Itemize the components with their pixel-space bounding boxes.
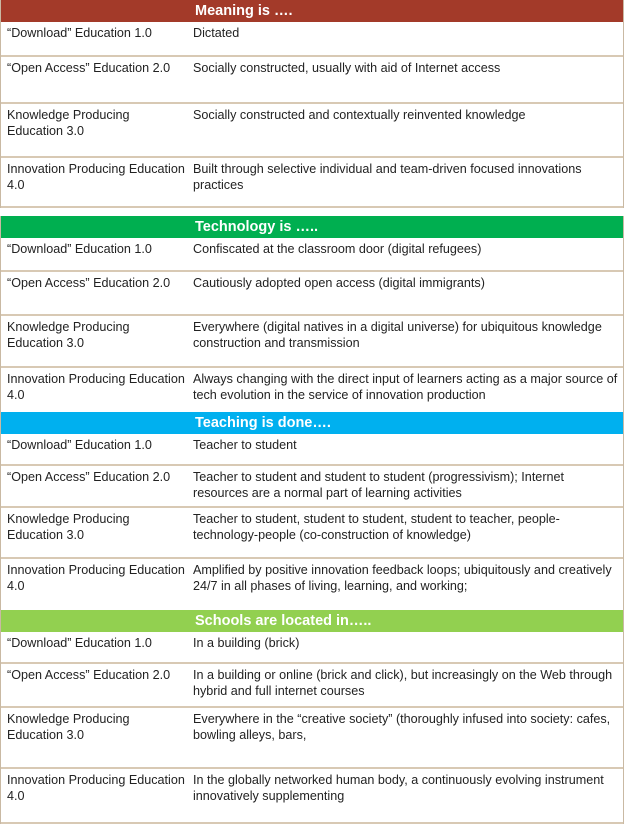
table-row [1, 102, 623, 156]
row-description: Teacher to student and student to student (progressivism); Internet resources are a normal part of learning activities [193, 470, 565, 500]
table-row [1, 22, 623, 55]
row-label: “Open Access” Education 2.0 [7, 61, 171, 75]
section-header: Teaching is done…. [1, 412, 623, 434]
table-row [1, 55, 623, 102]
row-label: Innovation Producing Education 4.0 [7, 162, 185, 192]
row-description: Dictated [193, 26, 240, 40]
row-description: Everywhere in the “creative society” (thoroughly infused into society: cafes, bowling alleys, bars, [193, 712, 611, 742]
table-row [1, 314, 623, 366]
table-row [1, 632, 623, 662]
row-label: “Download” Education 1.0 [7, 26, 152, 40]
row-description: Always changing with the direct input of learners acting as a major source of tech evolution in the service of innovation production [193, 372, 618, 402]
table-row [1, 366, 623, 412]
row-description: Socially constructed and contextually reinvented knowledge [193, 108, 526, 122]
row-description: Teacher to student, student to student, student to teacher, people-technology-people (co-construction of knowledge) [193, 512, 560, 542]
table-row [1, 506, 623, 557]
row-label: “Download” Education 1.0 [7, 242, 152, 256]
section-3 [0, 610, 624, 824]
table-row [1, 557, 623, 612]
table-row [1, 464, 623, 506]
row-label: “Open Access” Education 2.0 [7, 470, 171, 484]
table-row [1, 238, 623, 270]
row-label: Knowledge Producing Education 3.0 [7, 108, 130, 138]
row-label: “Open Access” Education 2.0 [7, 276, 171, 290]
table-row [1, 434, 623, 464]
row-description: In the globally networked human body, a continuously evolving instrument innovatively supplementing [193, 773, 604, 803]
section-header: Schools are located in….. [1, 610, 623, 632]
row-description: Amplified by positive innovation feedback loops; ubiquitously and creatively 24/7 in all phases of living, learning, and working; [193, 563, 612, 593]
row-description: In a building (brick) [193, 636, 300, 650]
row-description: Teacher to student [193, 438, 297, 452]
table-row [1, 767, 623, 822]
table-row [1, 706, 623, 767]
section-0 [0, 0, 624, 208]
row-label: Innovation Producing Education 4.0 [7, 773, 185, 803]
section-1 [0, 216, 624, 414]
table-row [1, 156, 623, 206]
table-row [1, 270, 623, 314]
row-description: Everywhere (digital natives in a digital universe) for ubiquitous knowledge construction and transmission [193, 320, 602, 350]
row-label: “Download” Education 1.0 [7, 636, 152, 650]
row-label: “Download” Education 1.0 [7, 438, 152, 452]
row-description: In a building or online (brick and click), but increasingly on the Web through hybrid and full internet courses [193, 668, 613, 698]
row-label: Knowledge Producing Education 3.0 [7, 320, 130, 350]
row-label: Knowledge Producing Education 3.0 [7, 512, 130, 542]
row-description: Confiscated at the classroom door (digital refugees) [193, 242, 482, 256]
section-2 [0, 412, 624, 614]
table-row [1, 662, 623, 706]
row-label: Knowledge Producing Education 3.0 [7, 712, 130, 742]
row-label: “Open Access” Education 2.0 [7, 668, 171, 682]
section-header: Meaning is …. [1, 0, 623, 22]
row-label: Innovation Producing Education 4.0 [7, 372, 185, 402]
row-description: Socially constructed, usually with aid of Internet access [193, 61, 501, 75]
row-label: Innovation Producing Education 4.0 [7, 563, 185, 593]
row-description: Cautiously adopted open access (digital immigrants) [193, 276, 485, 290]
row-description: Built through selective individual and team-driven focused innovations practices [193, 162, 582, 192]
section-header: Technology is ….. [1, 216, 623, 238]
